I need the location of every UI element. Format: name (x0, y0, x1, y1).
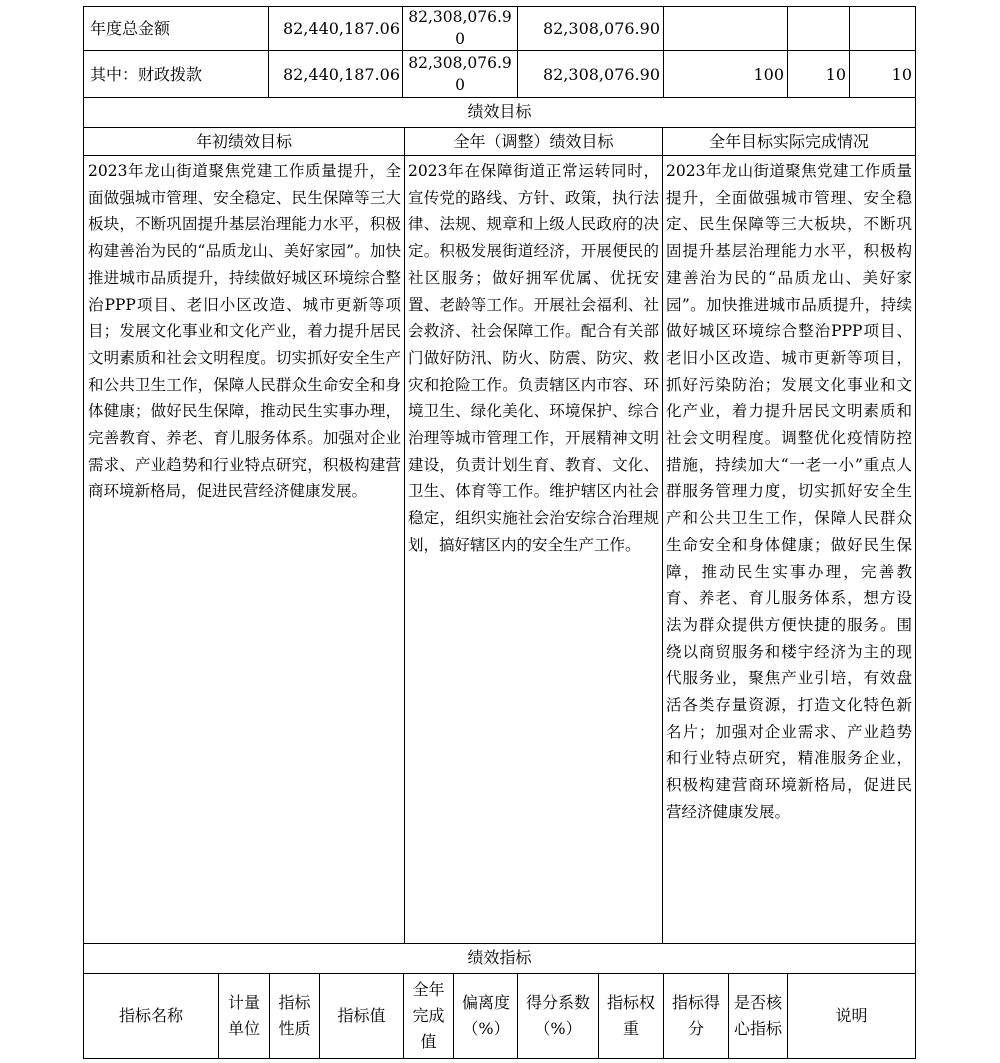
indicator-header-deviation: 偏离度（%） (461, 993, 510, 1038)
funding-executed-value: 82,308,076.90 (542, 19, 660, 38)
indicator-col-divider (269, 973, 270, 1059)
indicator-header-name: 指标名称 (118, 1006, 183, 1025)
funding-row-divider (83, 50, 916, 51)
indicators-section-title: 绩效指标 (467, 948, 532, 967)
indicator-col-divider (598, 973, 599, 1059)
indicator-header-note: 说明 (835, 1006, 868, 1025)
funding-score-b: 10 (825, 65, 846, 84)
indicator-col-divider (663, 973, 664, 1059)
goals-header-initial: 年初绩效目标 (195, 132, 292, 151)
funding-score-c: 10 (891, 65, 912, 84)
funding-budget-value: 82,440,187.06 (282, 65, 400, 84)
funding-row-label: 年度总金额 (90, 19, 171, 38)
indicator-header-nature: 指标性质 (278, 993, 311, 1038)
table-border-left (83, 6, 84, 1059)
funding-col-divider (402, 6, 403, 98)
goals-col-divider (662, 127, 663, 944)
goals-section-title: 绩效目标 (467, 102, 532, 121)
indicator-header-target: 指标值 (337, 1006, 386, 1025)
indicator-header-unit: 计量单位 (227, 993, 260, 1038)
goals-title-divider (83, 127, 916, 128)
funding-row-divider (83, 97, 916, 98)
funding-adjusted-value: 82,308,076.90 (408, 8, 512, 48)
funding-col-divider (787, 6, 788, 98)
table-border-bottom (83, 1058, 916, 1059)
funding-score-a: 100 (753, 65, 784, 84)
funding-executed-value: 82,308,076.90 (542, 65, 660, 84)
indicators-title-divider (83, 973, 916, 974)
funding-row-label: 其中：财政拨款 (90, 65, 203, 84)
goals-initial-text: 2023年龙山街道聚焦党建工作质量提升，全面做强城市管理、安全稳定、民生保障等三大板块，不断巩固提升基层治理能力水平，积极构建善治为民的“品质龙山、美好家园”。加快推进城市品质提升，持续做好城区环境综合整治PPP项目、老旧小区改造、城市更新等项目；发展文化事业和文化产业，着力提升居民文明素质和社会文明程度。切实抓好安全生产和公共卫生工作，保障人民群众生命安全和身体健康；做好民生保障，推动民生实事办理，完善教育、养老、育儿服务体系。加强对企业需求、产业趋势和行业特点研究，积极构建营商环境新格局，促进民营经济健康发展。 (88, 162, 401, 501)
goals-header-actual: 全年目标实际完成情况 (708, 132, 869, 151)
table-border-right (915, 6, 916, 1059)
indicator-header-weight: 指标权重 (606, 993, 655, 1038)
indicator-header-score: 指标得分 (671, 993, 720, 1038)
indicator-col-divider (728, 973, 729, 1059)
indicator-col-divider (517, 973, 518, 1059)
goals-header-divider (83, 155, 916, 156)
goals-bottom-divider (83, 943, 916, 944)
indicator-header-core: 是否核心指标 (733, 993, 782, 1038)
goals-adjusted-text: 2023年在保障街道正常运转同时，宣传党的路线、方针、政策，执行法律、法规、规章和上级人民政府的决定。积极发展街道经济，开展便民的社区服务；做好拥军优属、优抚安置、老龄等工作。开展社会福利、社会救济、社会保障工作。配合有关部门做好防汛、防火、防震、防灾、救灾和抢险工作。负责辖区内市容、环境卫生、绿化美化、环境保护、综合治理等城市管理工作，开展精神文明建设，负责计划生育、教育、文化、卫生、体育等工作。维护辖区内社会稳定，组织实施社会治安综合治理规划，搞好辖区内的安全生产工作。 (408, 162, 659, 554)
funding-col-divider (663, 6, 664, 98)
indicator-col-divider (403, 973, 404, 1059)
funding-col-divider (849, 6, 850, 98)
goals-header-adjusted: 全年（调整）绩效目标 (453, 132, 614, 151)
indicator-header-completed: 全年完成值 (412, 980, 445, 1051)
indicator-col-divider (218, 973, 219, 1059)
indicator-header-coefficient: 得分系数（%） (525, 993, 590, 1038)
funding-budget-value: 82,440,187.06 (282, 19, 400, 38)
funding-adjusted-value: 82,308,076.90 (408, 54, 512, 94)
indicator-col-divider (453, 973, 454, 1059)
goals-col-divider (404, 127, 405, 944)
goals-actual-text: 2023年龙山街道聚焦党建工作质量提升，全面做强城市管理、安全稳定、民生保障等三大板块，不断巩固提升基层治理能力水平，积极构建善治为民的“品质龙山、美好家园”。加快推进城市品质提升，持续做好城区环境综合整治PPP项目、老旧小区改造、城市更新等项目，抓好污染防治；发展文化事业和文化产业，着力提升居民文明素质和社会文明程度。调整优化疫情防控措施，持续加大“一老一小”重点人群服务管理力度，切实抓好安全生产和公共卫生工作，保障人民群众生命安全和身体健康；做好民生保障，推动民生实事办理，完善教育、养老、育儿服务体系，想方设法为群众提供方便快捷的服务。围绕以商贸服务和楼宇经济为主的现代服务业，聚焦产业引培，有效盘活各类存量资源，打造文化特色新名片；加强对企业需求、产业趋势和行业特点研究，精准服务企业，积极构建营商环境新格局，促进民营经济健康发展。 (666, 162, 912, 821)
